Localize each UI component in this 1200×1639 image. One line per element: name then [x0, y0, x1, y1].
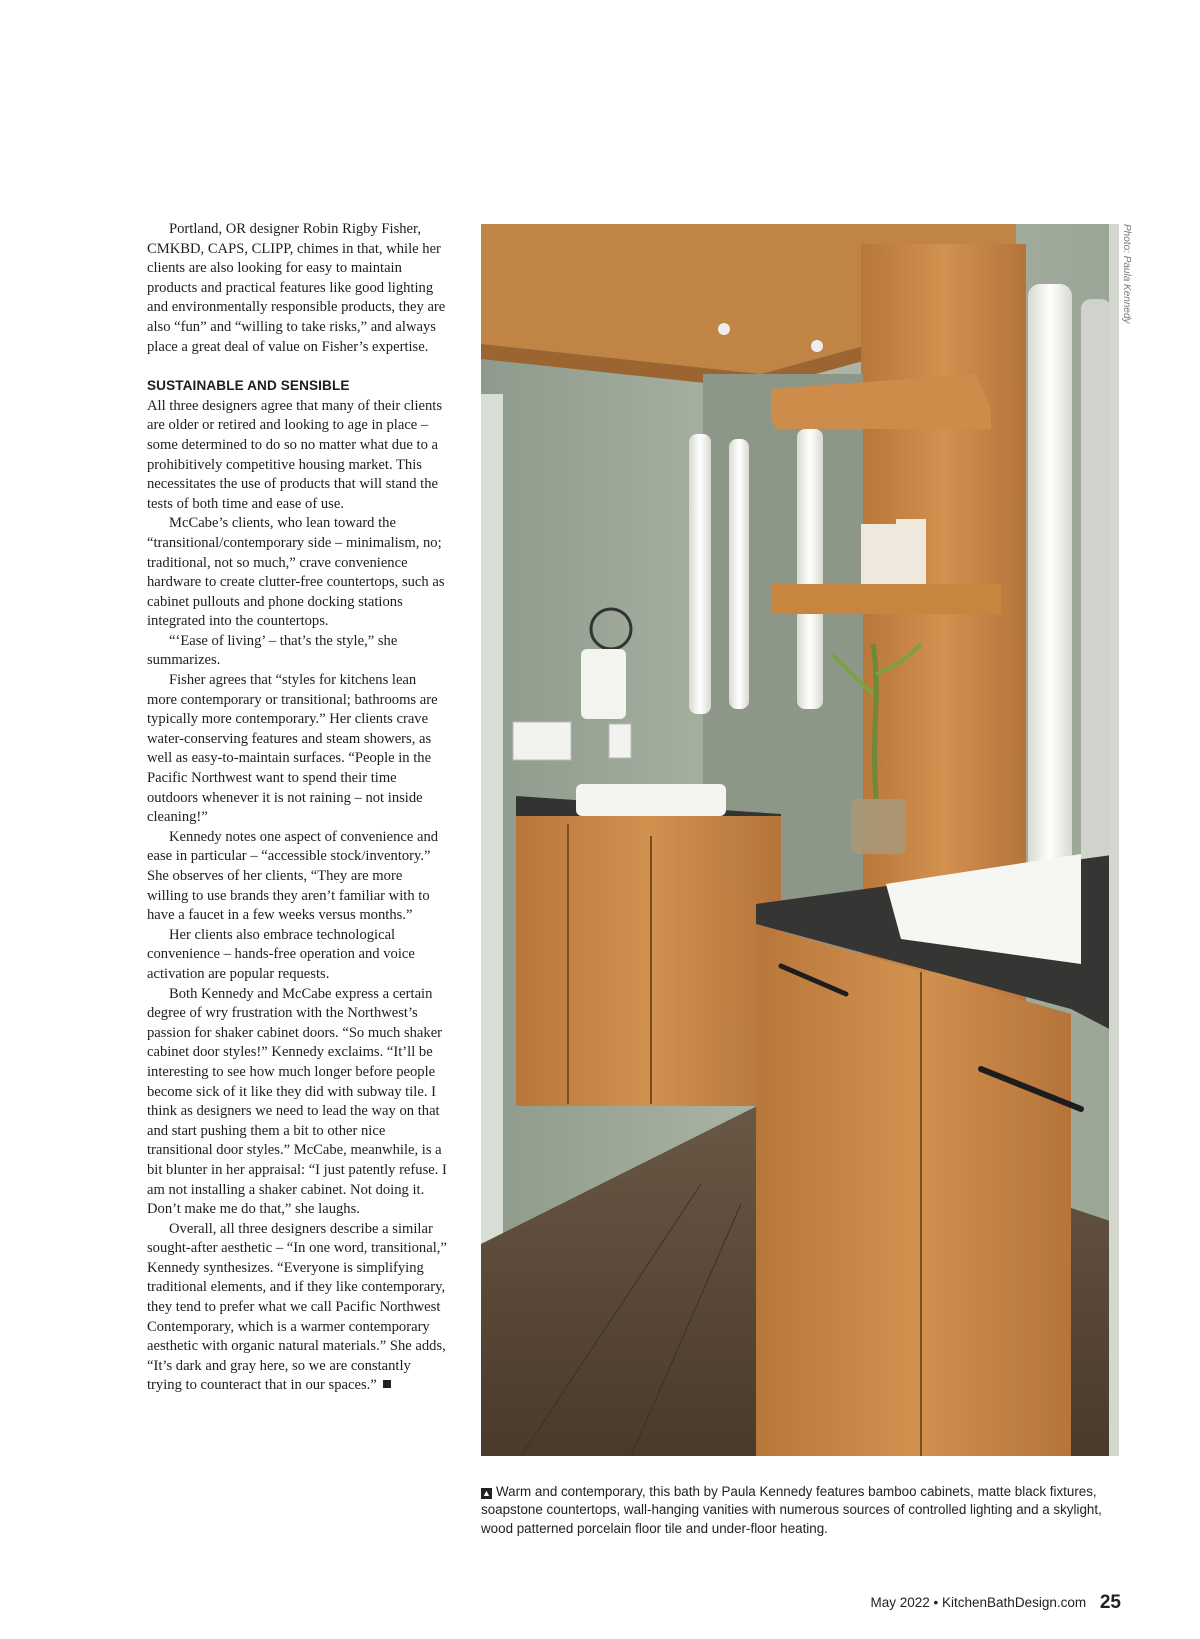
body-paragraph: Kennedy notes one aspect of convenience and ease in particular – “accessible stock/inventory.” She observes of her clients, “They are more willing to use brands they aren’t familiar with to have a faucet in a few weeks versus months.”	[147, 828, 439, 924]
bathroom-photo	[481, 224, 1119, 1456]
body-paragraph: Both Kennedy and McCabe express a certain degree of wry frustration with the Northwest’s passion for shaker cabinet doors. “So much shaker cabinet door styles!” Kennedy exclaims. “It’ll be interesting to see how much longer before people become sick of it like they did with subway tile. I think as designers we need to lead the way on that and start pushing them a bit to other nice transitional door styles.” McCabe, meanwhile, is a bit blunter in her appraisal: “I just patently refuse. I am not installing a shaker cabinet. Not doing it. Don’t make me do that,” she laughs.	[147, 985, 447, 1218]
intro-paragraph: Portland, OR designer Robin Rigby Fisher, CMKBD, CAPS, CLIPP, chimes in that, while her clients are also looking for easy to maintain products and practical features like good lighting and environmentally responsible products, they are also “fun” and “willing to take risks,” and always place a great deal of value on Fisher’s expertise.	[147, 221, 446, 355]
body-paragraph: “‘Ease of living’ – that’s the style,” she summarizes.	[147, 632, 398, 669]
issue-date: May 2022	[870, 1595, 930, 1610]
body-paragraph: Fisher agrees that “styles for kitchens lean more contemporary or transitional; bathrooms are typically more contemporary.” Her clients crave water-conserving features and steam showers, as well as easy-to-maintain surfaces. “People in the Pacific Northwest want to spend their time outdoors whenever it is not raining – not inside cleaning!”	[147, 672, 438, 826]
body-paragraph: Her clients also embrace technological convenience – hands-free operation and voice activation are popular requests.	[147, 926, 415, 982]
page-footer	[870, 1592, 1121, 1614]
article-column	[147, 220, 447, 1396]
page-number: 25	[1099, 1592, 1121, 1613]
footer-separator: •	[933, 1595, 939, 1610]
body-paragraph: McCabe’s clients, who lean toward the “transitional/contemporary side – minimalism, no; traditional, not so much,” crave convenience hardware to create clutter-free countertops, such as cabinet pullouts and phone docking stations integrated into the countertops.	[147, 515, 445, 630]
photo-credit: Photo: Paula Kennedy	[1121, 224, 1132, 324]
end-of-article-icon	[383, 1380, 391, 1388]
section-subhead: SUSTAINABLE AND SENSIBLE	[147, 378, 350, 394]
photo-caption-text: Warm and contemporary, this bath by Paula Kennedy features bamboo cabinets, matte black fixtures, soapstone countertops, wall-hanging vanities with numerous sources of controlled lighting and a skylight, wood patterned porcelain floor tile and under-floor heating.	[481, 1484, 1102, 1536]
closing-paragraph	[147, 1220, 447, 1396]
arrow-up-icon: ▲	[482, 1488, 491, 1498]
website-link[interactable]: KitchenBathDesign.com	[942, 1595, 1087, 1610]
closing-paragraph-text: Overall, all three designers describe a similar sought-after aesthetic – “In one word, transitional,” Kennedy synthesizes. “Everyone is simplifying traditional elements, and if they like contemporary, they tend to prefer what we call Pacific Northwest Contemporary, which is a warmer contemporary aesthetic with organic natural materials.” She adds, “It’s dark and gray here, so we are constantly trying to counteract that in our spaces.”	[147, 1220, 447, 1394]
body-paragraph: All three designers agree that many of their clients are older or retired and looking to age in place – some determined to do so no matter what due to a prohibitively competitive housing market. This necessitates the use of products that will stand the tests of both time and ease of use.	[147, 397, 443, 512]
photo-caption	[481, 1483, 1111, 1538]
